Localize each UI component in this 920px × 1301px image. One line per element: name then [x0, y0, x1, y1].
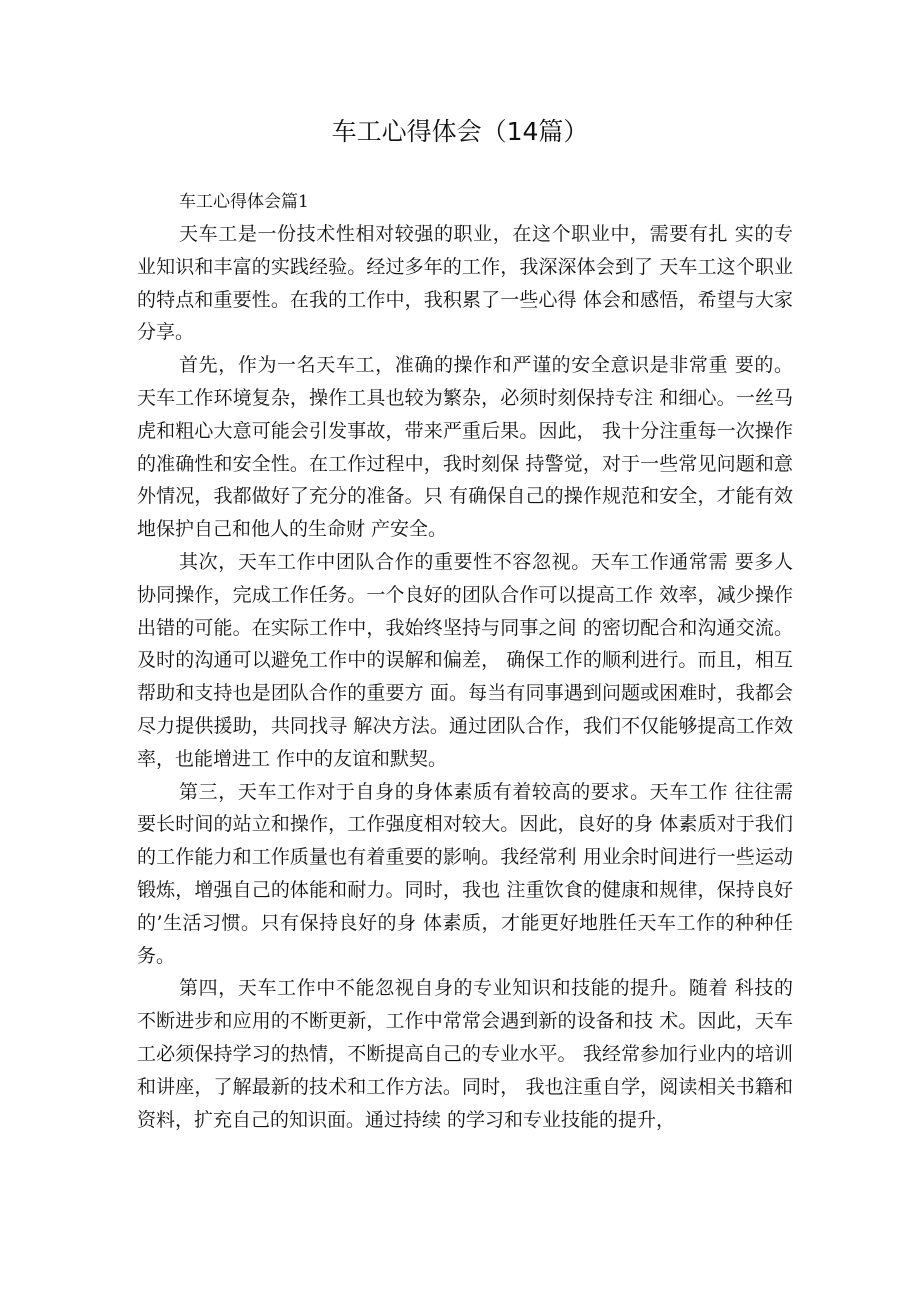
paragraph-first: 首先，作为一名天车工，准确的操作和严谨的安全意识是非常重 要的。天车工作环境复杂，操作工具也较为繁杂，必须时刻保持专注 和细心。一丝马虎和粗心大意可能会引发事故，带来严重后果。因此， 我十分注重每一次操作的准确性和安全性。在工作过程中，我时刻保 持警觉，对于一些常见问题和意外情况，我都做好了充分的准备。只 有确保自己的操作规范和安全，才能有效地保护自己和他人的生命财 产安全。 — [137, 354, 793, 541]
paragraph-fourth: 第四，天车工作中不能忽视自身的专业知识和技能的提升。随着 科技的不断进步和应用的不断更新，工作中常常会遇到新的设备和技 术。因此，天车工必须保持学习的热情，不断提高自己的专业水平。 我经常参加行业内的培训和讲座，了解最新的技术和工作方法。同时， 我也注重自学，阅读相关书籍和资料，扩充自己的知识面。通过持续 的学习和专业技能的提升， — [137, 977, 793, 1131]
section-heading: 车工心得体会篇1 — [179, 192, 309, 212]
document-body — [137, 186, 793, 1136]
document-title: 车工心得体会（14篇） — [331, 117, 589, 146]
paragraph-second: 其次，天车工作中团队合作的重要性不容忽视。天车工作通常需 要多人协同操作，完成工作任务。一个良好的团队合作可以提高工作 效率，减少操作出错的可能。在实际工作中，我始终坚持与同事之间 的密切配合和沟通交流。及时的沟通可以避免工作中的误解和偏差， 确保工作的顺利进行。而且，相互帮助和支持也是团队合作的重要方 面。每当有同事遇到问题或困难时，我都会尽力提供援助，共同找寻 解决方法。通过团队合作，我们不仅能够提高工作效率，也能增进工 作中的友谊和默契。 — [137, 550, 793, 770]
paragraph-third: 第三，天车工作对于自身的身体素质有着较高的要求。天车工作 往往需要长时间的站立和操作，工作强度相对较大。因此，良好的身 体素质对于我们的工作能力和工作质量也有着重要的影响。我经常利 用业余时间进行一些运动锻炼，增强自己的体能和耐力。同时，我也 注重饮食的健康和规律，保持良好的’生活习惯。只有保持良好的身 体素质，才能更好地胜任天车工作的种种任务。 — [137, 780, 793, 967]
paragraph-intro: 天车工是一份技术性相对较强的职业，在这个职业中，需要有扎 实的专业知识和丰富的实践经验。经过多年的工作，我深深体会到了 天车工这个职业的特点和重要性。在我的工作中，我积累了一些心得 体会和感悟，希望与大家分享。 — [137, 223, 793, 344]
